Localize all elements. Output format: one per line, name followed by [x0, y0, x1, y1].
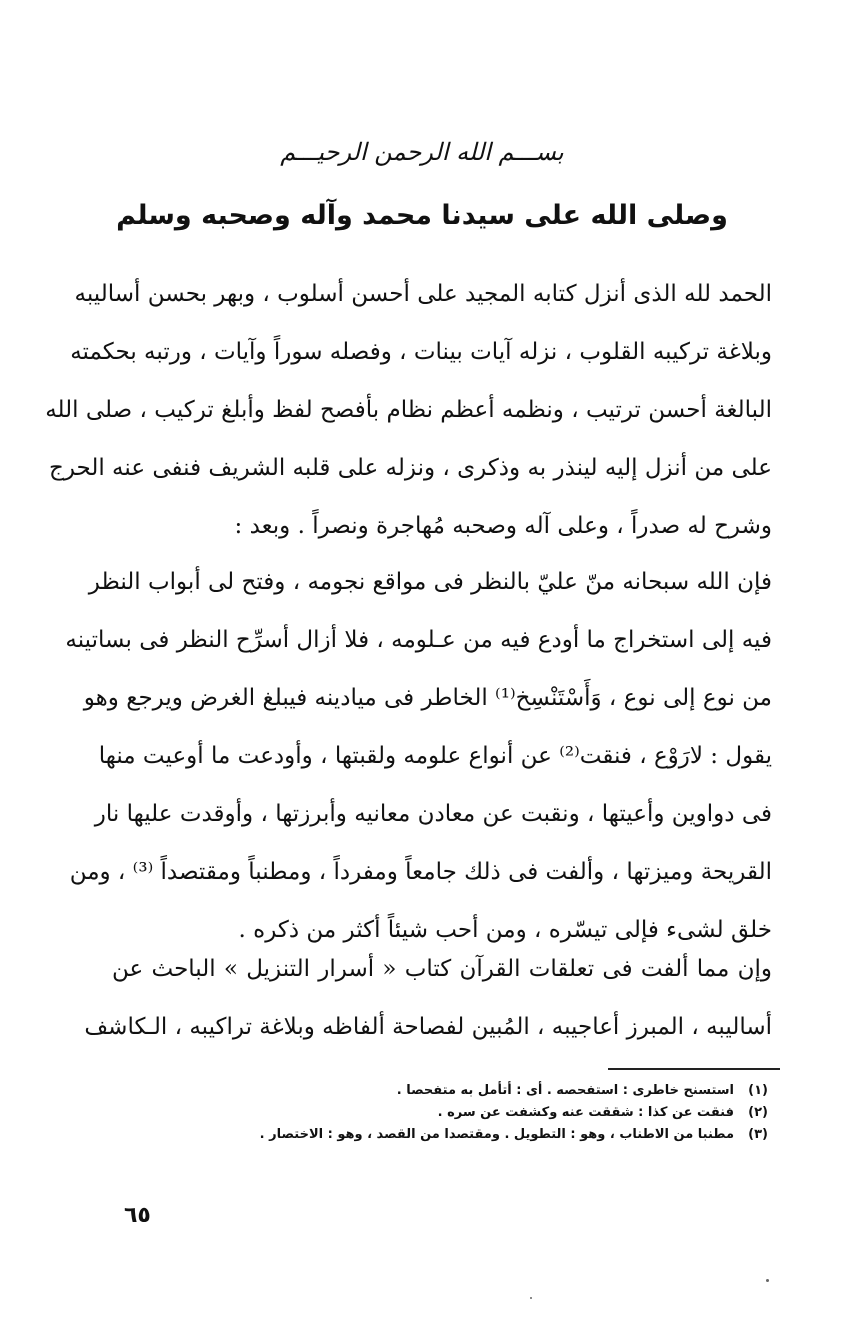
text-line: خلق لشىء فإلى تيسّره ، ومن أحب شيئاً أكثر من ذكره . [238, 917, 772, 943]
paragraph-2 [65, 553, 772, 959]
text-line: وبلاغة تركيبه القلوب ، نزله آيات بينات ، وفصله سوراً وآيات ، ورتبه بحكمته [70, 339, 772, 365]
basmala-heading: بســـم الله الرحمن الرحيـــم [280, 138, 564, 166]
text-line: فيه إلى استخراج ما أودع فيه من عـلومه ، فلا أزال أسرِّح النظر فى بساتينه [65, 627, 772, 653]
blessing-heading: وصلى الله على سيدنا محمد وآله وصحبه وسلم [116, 200, 728, 231]
footnote-item [120, 1124, 768, 1146]
text-line: فإن الله سبحانه منّ عليّ بالنظر فى مواقع نجومه ، وفتح لى أبواب النظر [88, 569, 772, 595]
footnote-item [120, 1080, 768, 1102]
footnote-number: (١) [748, 1083, 768, 1098]
text-line: البالغة أحسن ترتيب ، ونظمه أعظم نظام بأفصح لفظ وأبلغ تركيب ، صلى الله [45, 397, 772, 423]
footnote-text: استسنح خاطرى : استفحصه . أى : أتأمل به متفحصا . [396, 1083, 734, 1098]
text-line: على من أنزل إليه لينذر به وذكرى ، ونزله على قلبه الشريف فنفى عنه الحرج [48, 455, 772, 481]
page-number: ٦٥ [124, 1203, 151, 1228]
text-line: يقول : لارَوْع ، فنقت⁽²⁾ عن أنواع علومه ولقبتها ، وأودعت ما أوعيت منها [98, 743, 772, 769]
paragraph-3 [84, 940, 772, 1056]
footnote-text: فنقت عن كذا : شققت عنه وكشفت عن سره . [437, 1105, 734, 1120]
footnote-item [120, 1102, 768, 1124]
paper-speck [766, 1279, 769, 1282]
text-line: من نوع إلى نوع ، وَأَسْتَنْسِخ⁽¹⁾ الخاطر فى ميادينه فيبلغ الغرض ويرجع وهو [83, 685, 772, 711]
text-line: القريحة وميزتها ، وألفت فى ذلك جامعاً ومفرداً ، ومطنباً ومقتصداً ⁽³⁾ ، ومن [69, 859, 772, 885]
footnote-text: مطنبا من الاطناب ، وهو : التطويل . ومقتصدا من القصد ، وهو : الاختصار . [259, 1127, 734, 1142]
text-line: وشرح له صدراً ، وعلى آله وصحبه مُهاجرة ونصراً . وبعد : [234, 513, 772, 539]
text-line: فى دواوين وأعيتها ، ونقبت عن معادن معانيه وأبرزتها ، وأوقدت عليها نار [94, 801, 772, 827]
text-line: أساليبه ، المبرز أعاجيبه ، المُبين لفصاحة ألفاظه وبلاغة تراكيبه ، الـكاشف [84, 1014, 772, 1040]
footnote-divider [608, 1068, 780, 1070]
text-line: الحمد لله الذى أنزل كتابه المجيد على أحسن أسلوب ، وبهر بحسن أساليبه [74, 281, 772, 307]
paragraph-1 [45, 265, 772, 555]
footnote-number: (٣) [748, 1127, 768, 1142]
footnote-number: (٢) [748, 1105, 768, 1120]
paper-speck [530, 1297, 532, 1299]
footnotes [120, 1080, 768, 1146]
text-line: وإن مما ألفت فى تعلقات القرآن كتاب « أسرار التنزيل » الباحث عن [112, 956, 772, 982]
